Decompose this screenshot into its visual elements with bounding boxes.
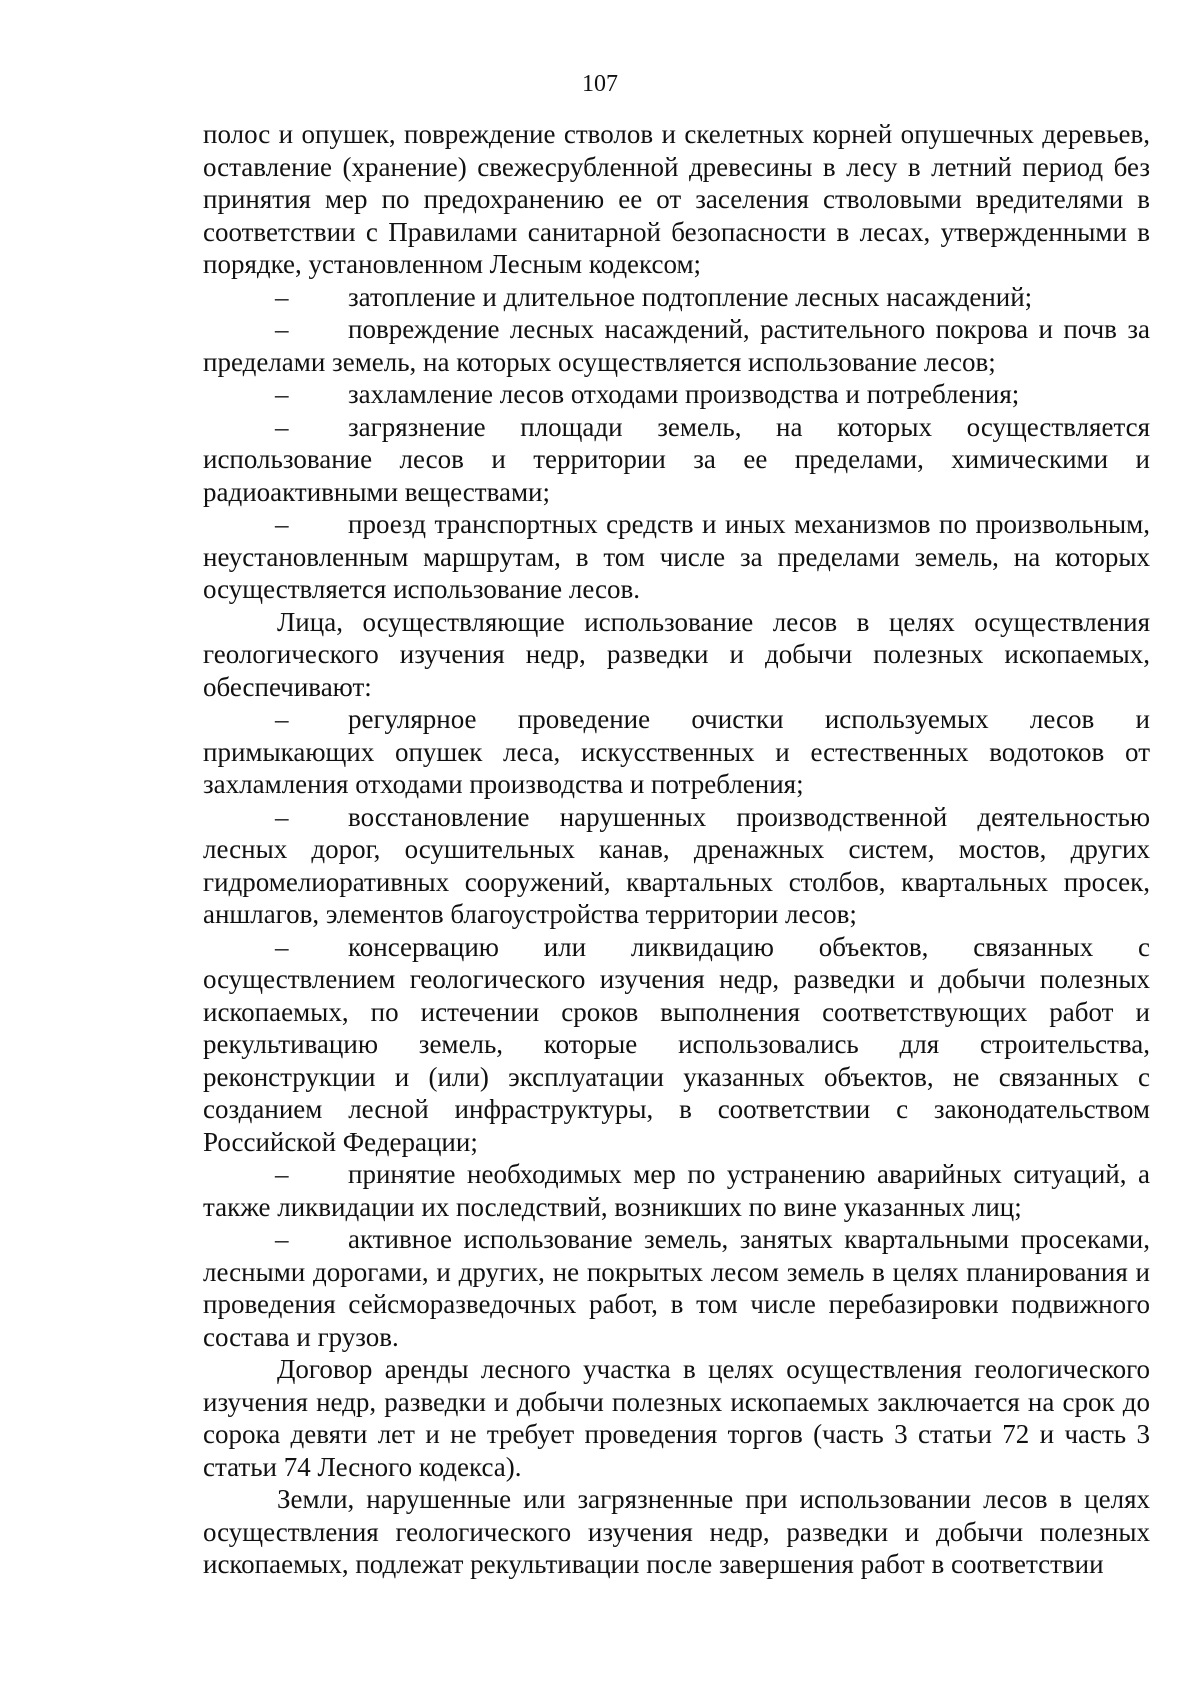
bullet-dash: – xyxy=(275,704,289,734)
bullet-text: консервацию или ликвидацию объектов, связанных с осуществлением геологического изучения недр, разведки и добычи полезных ископаемых, по истечении сроков выполнения соответствующих работ и рекультивацию земель, которые использовались для строительства, реконструкции и (или) эксплуатации указанных объектов, не связанных с созданием лесной инфраструктуры, в соответствии с законодательством Российской Федерации; xyxy=(203,931,1150,1157)
bullet-dash: – xyxy=(275,379,289,409)
bullet-dash: – xyxy=(275,509,289,539)
paragraph: Договор аренды лесного участка в целях осуществления геологического изучения недр, разведки и добычи полезных ископаемых заключается на срок до сорока девяти лет и не требует проведения торгов (часть 3 статьи 72 и часть 3 статьи 74 Лесного кодекса). xyxy=(203,1354,1150,1482)
bullet-item xyxy=(203,508,1150,606)
bullet-text: проезд транспортных средств и иных механизмов по произвольным, неустановленным маршрутам, в том числе за пределами земель, на которых осуществляется использование лесов. xyxy=(203,509,1150,604)
paragraph: Земли, нарушенные или загрязненные при использовании лесов в целях осуществления геологического изучения недр, разведки и добычи полезных ископаемых, подлежат рекультивации после завершения работ в соответствии xyxy=(203,1484,1150,1579)
bullet-item xyxy=(203,801,1150,931)
bullet-text: регулярное проведение очистки используемых лесов и примыкающих опушек леса, искусственных и естественных водотоков от захламления отходами производства и потребления; xyxy=(203,704,1150,799)
bullet-dash: – xyxy=(275,1159,289,1189)
bullet-item xyxy=(203,411,1150,509)
document-body xyxy=(203,118,1150,1581)
bullet-dash: – xyxy=(275,1224,289,1254)
bullet-text: восстановление нарушенных производственной деятельностью лесных дорог, осушительных канав, дренажных систем, мостов, других гидромелиоративных сооружений, квартальных столбов, квартальных просек, аншлагов, элементов благоустройства территории лесов; xyxy=(203,801,1150,929)
bullet-item xyxy=(203,378,1150,411)
page-number: 107 xyxy=(582,71,618,97)
bullet-dash: – xyxy=(275,281,289,312)
bullet-text: активное использование земель, занятых квартальными просеками, лесными дорогами, и других, не покрытых лесом земель в целях планирования и проведения сейсморазведочных работ, в том числе перебазировки подвижного состава и грузов. xyxy=(203,1224,1150,1352)
bullet-item xyxy=(203,703,1150,801)
bullet-text: загрязнение площади земель, на которых осуществляется использование лесов и территории за ее пределами, химическими и радиоактивными веществами; xyxy=(203,411,1150,507)
bullet-item xyxy=(203,1158,1150,1223)
bullet-text: затопление и длительное подтопление лесных насаждений; xyxy=(348,281,1033,312)
bullet-item xyxy=(203,313,1150,378)
bullet-item xyxy=(203,931,1150,1159)
bullet-dash: – xyxy=(275,314,289,344)
bullet-dash: – xyxy=(275,801,289,832)
paragraph: полос и опушек, повреждение стволов и скелетных корней опушечных деревьев, оставление (хранение) свежесрубленной древесины в лесу в летний период без принятия мер по предохранению ее от заселения стволовыми вредителями в соответствии с Правилами санитарной безопасности в лесах, утвержденными в порядке, установленном Лесным кодексом; xyxy=(203,119,1150,279)
bullet-item xyxy=(203,281,1150,314)
bullet-dash: – xyxy=(275,931,289,962)
bullet-dash: – xyxy=(275,411,289,442)
bullet-item xyxy=(203,1223,1150,1353)
paragraph: Лица, осуществляющие использование лесов в целях осуществления геологического изучения недр, разведки и добычи полезных ископаемых, обеспечивают: xyxy=(203,606,1150,702)
bullet-text: принятие необходимых мер по устранению аварийных ситуаций, а также ликвидации их последствий, возникших по вине указанных лиц; xyxy=(203,1159,1150,1222)
bullet-text: захламление лесов отходами производства и потребления; xyxy=(348,379,1020,409)
bullet-text: повреждение лесных насаждений, растительного покрова и почв за пределами земель, на которых осуществляется использование лесов; xyxy=(203,314,1150,377)
